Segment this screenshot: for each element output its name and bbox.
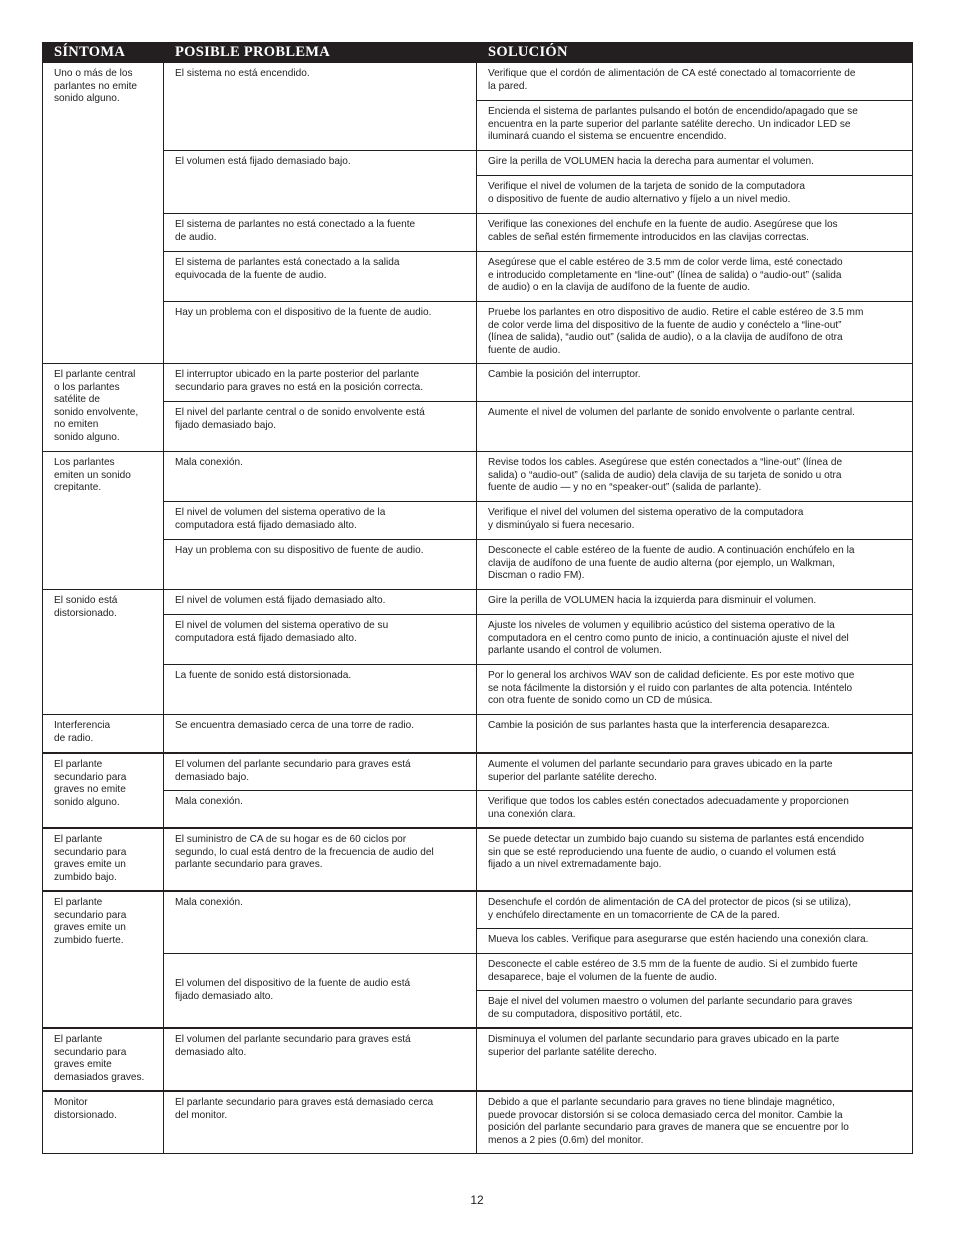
solution-cell: Aumente el nivel de volumen del parlante de sonido envolvente o parlante central. <box>477 402 913 452</box>
solution-cell: Revise todos los cables. Asegúrese que estén conectados a “line-out” (línea de salida) o “audio-out” (salida de audio) dela clavija de su tarjeta de sonido u otra fuente de audio — y no en “speaker-out” (salida de parlante). <box>477 452 913 502</box>
symptom-cell: El parlante secundario para graves emite demasiados graves. <box>43 1028 164 1091</box>
problem-cell: El nivel de volumen está fijado demasiado alto. <box>164 590 477 615</box>
symptom-cell: Los parlantes emiten un sonido crepitante. <box>43 452 164 590</box>
solution-cell: Mueva los cables. Verifique para asegurarse que estén haciendo una conexión clara. <box>477 929 913 954</box>
solution-cell: Encienda el sistema de parlantes pulsando el botón de encendido/apagado que se encuentra en la parte superior del parlante satélite derecho. Un indicador LED se iluminará cuando el sistema se encuentre encendido. <box>477 101 913 151</box>
table-row <box>43 302 913 364</box>
table-row <box>43 364 913 402</box>
solution-cell: Asegúrese que el cable estéreo de 3.5 mm de color verde lima, esté conectado e introducido completamente en “line-out” (línea de salida) o “audio-out” (salida de audio) o en la clavija de audífono de la fuente de audio. <box>477 252 913 302</box>
symptom-cell: El parlante secundario para graves no emite sonido alguno. <box>43 753 164 828</box>
problem-column-header: POSIBLE PROBLEMA <box>164 42 477 63</box>
solution-cell: Desenchufe el cordón de alimentación de CA del protector de picos (si se utiliza), y enchúfelo directamente en un tomacorriente de CA de la pared. <box>477 891 913 929</box>
problem-cell: Se encuentra demasiado cerca de una torre de radio. <box>164 715 477 754</box>
table-row <box>43 828 913 891</box>
problem-cell: El nivel de volumen del sistema operativo de su computadora está fijado demasiado alto. <box>164 615 477 665</box>
table-row <box>43 1091 913 1154</box>
table-row <box>43 665 913 715</box>
problem-cell: El volumen del parlante secundario para graves está demasiado bajo. <box>164 753 477 791</box>
problem-cell: La fuente de sonido está distorsionada. <box>164 665 477 715</box>
table-row <box>43 151 913 176</box>
table-row <box>43 63 913 101</box>
table-row <box>43 590 913 615</box>
problem-cell: El interruptor ubicado en la parte posterior del parlante secundario para graves no está en la posición correcta. <box>164 364 477 402</box>
symptom-cell: Uno o más de los parlantes no emite sonido alguno. <box>43 63 164 364</box>
solution-cell: Cambie la posición de sus parlantes hasta que la interferencia desaparezca. <box>477 715 913 754</box>
problem-cell: El nivel del parlante central o de sonido envolvente está fijado demasiado bajo. <box>164 402 477 452</box>
solution-cell: Baje el nivel del volumen maestro o volumen del parlante secundario para graves de su computadora, dispositivo portátil, etc. <box>477 991 913 1029</box>
table-row <box>43 753 913 791</box>
table-row <box>43 214 913 252</box>
table-row <box>43 452 913 502</box>
problem-cell: Hay un problema con el dispositivo de la fuente de audio. <box>164 302 477 364</box>
symptom-column-header: SÍNTOMA <box>43 42 164 63</box>
solution-cell: Ajuste los niveles de volumen y equilibrio acústico del sistema operativo de la computadora en el centro como punto de inicio, a continuación ajuste el nivel del parlante usando el control de volumen. <box>477 615 913 665</box>
solution-cell: Debido a que el parlante secundario para graves no tiene blindaje magnético, puede provocar distorsión si se coloca demasiado cerca del monitor. Cambie la posición del parlante secundario para graves de manera que se encuentre por lo menos a 2 pies (0.6m) del monitor. <box>477 1091 913 1154</box>
problem-cell: Mala conexión. <box>164 452 477 502</box>
problem-cell: Hay un problema con su dispositivo de fuente de audio. <box>164 540 477 590</box>
solution-cell: Gire la perilla de VOLUMEN hacia la izquierda para disminuir el volumen. <box>477 590 913 615</box>
problem-cell: El nivel de volumen del sistema operativo de la computadora está fijado demasiado alto. <box>164 502 477 540</box>
solution-column-header: SOLUCIÓN <box>477 42 913 63</box>
solution-cell: Se puede detectar un zumbido bajo cuando su sistema de parlantes está encendido sin que se esté reproduciendo una fuente de audio, o cuando el volumen está fijado a un nivel extremadamente bajo. <box>477 828 913 891</box>
solution-cell: Verifique el nivel de volumen de la tarjeta de sonido de la computadora o dispositivo de fuente de audio alternativo y fíjelo a un nivel medio. <box>477 176 913 214</box>
solution-cell: Verifique las conexiones del enchufe en la fuente de audio. Asegúrese que los cables de señal estén firmemente introducidos en las clavijas correctas. <box>477 214 913 252</box>
symptom-cell: El sonido está distorsionado. <box>43 590 164 715</box>
table-row <box>43 891 913 929</box>
symptom-cell: Monitor distorsionado. <box>43 1091 164 1154</box>
solution-cell: Disminuya el volumen del parlante secundario para graves ubicado en la parte superior del parlante satélite derecho. <box>477 1028 913 1091</box>
problem-cell: El volumen del dispositivo de la fuente de audio está fijado demasiado alto. <box>164 954 477 1029</box>
solution-cell: Por lo general los archivos WAV son de calidad deficiente. Es por este motivo que se nota fácilmente la distorsión y el ruido con parlantes de alta potencia. Inténtelo con otra fuente de sonido como un CD de música. <box>477 665 913 715</box>
problem-cell: Mala conexión. <box>164 891 477 954</box>
table-row <box>43 954 913 991</box>
solution-cell: Aumente el volumen del parlante secundario para graves ubicado en la parte superior del parlante satélite derecho. <box>477 753 913 791</box>
table-row <box>43 1028 913 1091</box>
solution-cell: Verifique el nivel del volumen del sistema operativo de la computadora y disminúyalo si fuera necesario. <box>477 502 913 540</box>
solution-cell: Desconecte el cable estéreo de la fuente de audio. A continuación enchúfelo en la clavija de audífono de una fuente de audio alterna (por ejemplo, un Walkman, Discman o radio FM). <box>477 540 913 590</box>
table-row <box>43 252 913 302</box>
problem-cell: El volumen del parlante secundario para graves está demasiado alto. <box>164 1028 477 1091</box>
table-row <box>43 791 913 829</box>
solution-cell: Verifique que todos los cables estén conectados adecuadamente y proporcionen una conexión clara. <box>477 791 913 829</box>
symptom-cell: El parlante secundario para graves emite un zumbido fuerte. <box>43 891 164 1028</box>
table-row <box>43 502 913 540</box>
solution-cell: Pruebe los parlantes en otro dispositivo de audio. Retire el cable estéreo de 3.5 mm de color verde lima del dispositivo de la fuente de audio y conéctelo a “line-out” (línea de salida), “audio out” (salida de audio), o a la clavija de audífono de otra fuente de audio. <box>477 302 913 364</box>
symptom-cell: El parlante central o los parlantes satélite de sonido envolvente, no emiten sonido alguno. <box>43 364 164 452</box>
table-row <box>43 615 913 665</box>
page-number: 12 <box>470 1193 484 1207</box>
troubleshooting-table <box>42 42 913 1154</box>
problem-cell: El sistema de parlantes está conectado a la salida equivocada de la fuente de audio. <box>164 252 477 302</box>
table-header-row <box>43 42 913 63</box>
symptom-cell: Interferencia de radio. <box>43 715 164 754</box>
problem-cell: El sistema de parlantes no está conectado a la fuente de audio. <box>164 214 477 252</box>
table-row <box>43 540 913 590</box>
solution-cell: Desconecte el cable estéreo de 3.5 mm de la fuente de audio. Si el zumbido fuerte desaparece, baje el volumen de la fuente de audio. <box>477 954 913 991</box>
problem-cell: El parlante secundario para graves está demasiado cerca del monitor. <box>164 1091 477 1154</box>
table-row <box>43 715 913 754</box>
solution-cell: Gire la perilla de VOLUMEN hacia la derecha para aumentar el volumen. <box>477 151 913 176</box>
troubleshooting-page <box>42 42 912 1154</box>
problem-cell: El suministro de CA de su hogar es de 60 ciclos por segundo, lo cual está dentro de la frecuencia de audio del parlante secundario para graves. <box>164 828 477 891</box>
problem-cell: El sistema no está encendido. <box>164 63 477 151</box>
symptom-cell: El parlante secundario para graves emite un zumbido bajo. <box>43 828 164 891</box>
problem-cell: Mala conexión. <box>164 791 477 829</box>
problem-cell: El volumen está fijado demasiado bajo. <box>164 151 477 214</box>
solution-cell: Verifique que el cordón de alimentación de CA esté conectado al tomacorriente de la pared. <box>477 63 913 101</box>
solution-cell: Cambie la posición del interruptor. <box>477 364 913 402</box>
table-row <box>43 402 913 452</box>
